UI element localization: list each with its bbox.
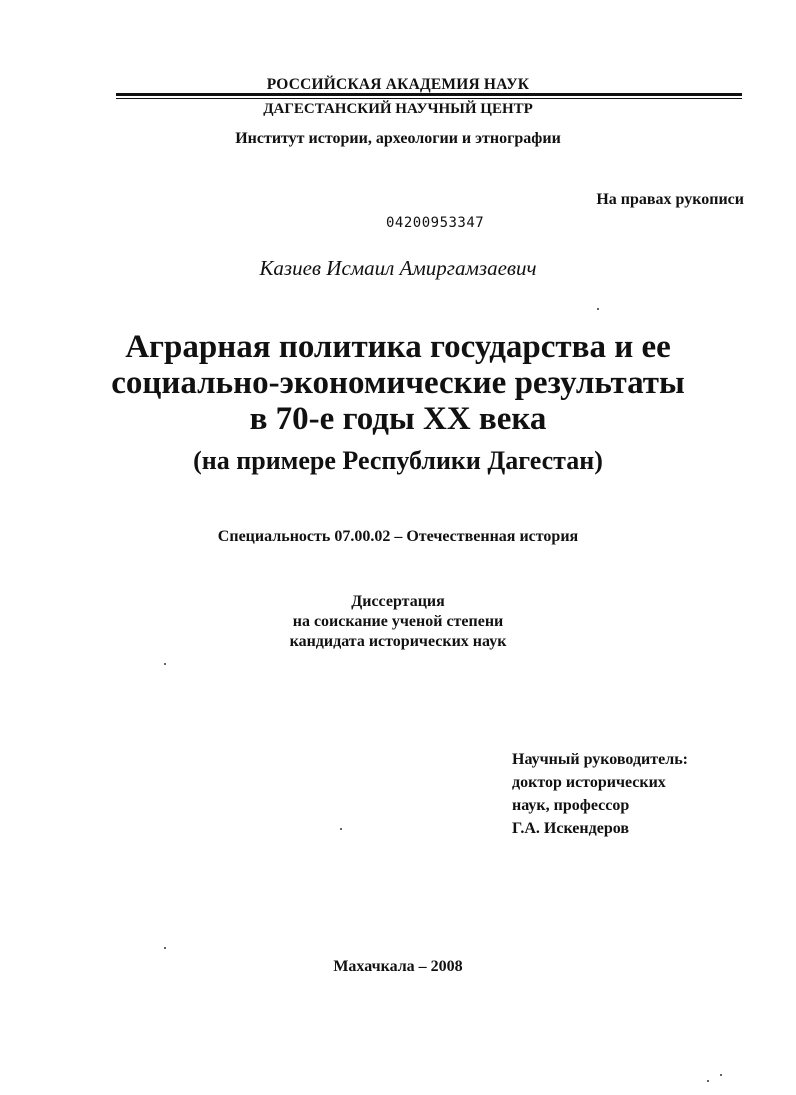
scan-speck [720, 1074, 722, 1076]
title-line-2: социально-экономические результаты [111, 365, 685, 401]
rights-note: На правах рукописи [596, 191, 744, 208]
research-center-name: ДАГЕСТАНСКИЙ НАУЧНЫЙ ЦЕНТР [263, 101, 533, 117]
title-line-1: Аграрная политика государства и ее [125, 329, 671, 365]
scan-speck [597, 308, 599, 310]
dissertation-title [0, 329, 796, 437]
scan-speck [164, 947, 166, 949]
degree-line-1: Диссертация [351, 593, 445, 610]
degree-statement [0, 592, 796, 652]
author-name: Казиев Исмаил Амиргамзаевич [259, 256, 537, 280]
degree-line-2: на соискание ученой степени [292, 613, 504, 630]
header-rule-thin [116, 98, 742, 99]
supervisor-block [512, 748, 688, 840]
catalog-number: 04200953347 [386, 215, 485, 231]
specialty: Специальность 07.00.02 – Отечественная история [217, 528, 579, 545]
scan-speck [340, 828, 342, 830]
institute-name: Институт истории, археологии и этнографии [235, 130, 561, 147]
supervisor-line-3: наук, профессор [512, 797, 630, 814]
supervisor-line-2: доктор исторических [512, 774, 666, 791]
city-year: Махачкала – 2008 [333, 958, 463, 975]
scan-speck [164, 663, 166, 665]
supervisor-line-4: Г.А. Искендеров [512, 820, 629, 837]
supervisor-line-1: Научный руководитель: [512, 751, 688, 768]
scan-speck [707, 1080, 709, 1082]
dissertation-subtitle: (на примере Республики Дагестан) [193, 446, 603, 475]
academy-name: РОССИЙСКАЯ АКАДЕМИЯ НАУК [266, 76, 530, 93]
degree-line-3: кандидата исторических наук [289, 633, 507, 650]
header-rule-thick [116, 93, 742, 96]
title-line-3: в 70-е годы XX века [249, 401, 547, 437]
